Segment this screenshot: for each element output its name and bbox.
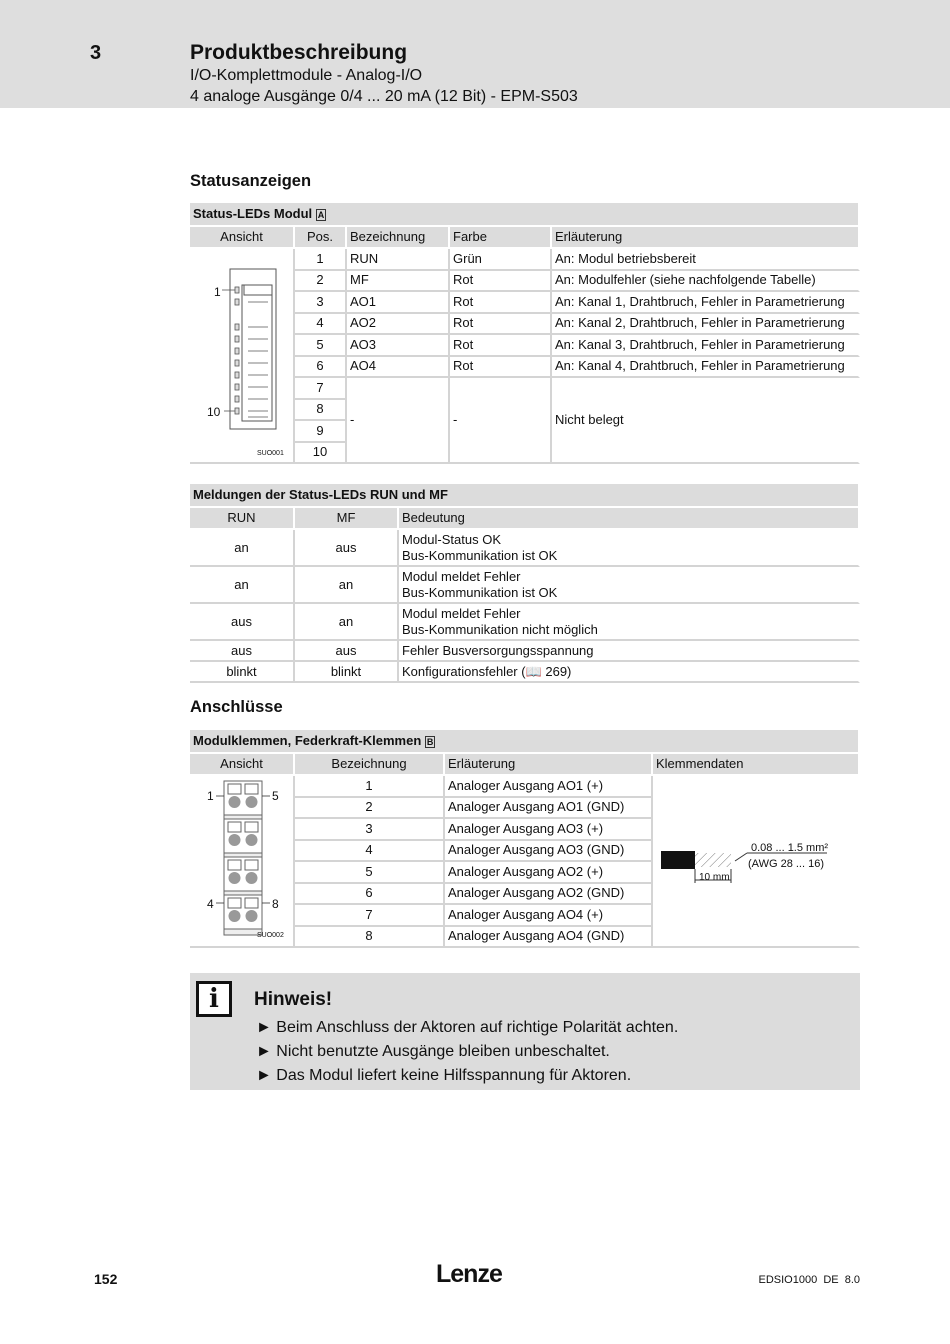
document-id: EDSIO1000 DE 8.0: [758, 1274, 860, 1286]
col-header: Ansicht: [190, 754, 295, 776]
figure-label: 1: [214, 285, 221, 299]
cell: 4: [295, 841, 445, 863]
cell: An: Kanal 2, Drahtbruch, Fehler in Parametrierung: [552, 314, 860, 336]
cell: An: Modulfehler (siehe nachfolgende Tabelle): [552, 271, 860, 293]
cell: Analoger Ausgang AO2 (GND): [445, 884, 653, 906]
terminal-table: [190, 730, 860, 948]
cell: Modul meldet Fehler Bus-Kommunikation nicht möglich: [399, 604, 860, 641]
cell: aus: [190, 604, 295, 641]
table-row: [190, 776, 860, 798]
cell: Modul meldet Fehler Bus-Kommunikation ist OK: [399, 567, 860, 604]
status-led-table: [190, 203, 860, 464]
table-caption: Meldungen der Status-LEDs RUN und MF: [190, 484, 860, 508]
cell: 2: [295, 798, 445, 820]
col-header: Ansicht: [190, 227, 295, 249]
cell: Rot: [450, 357, 552, 379]
cell: An: Kanal 4, Drahtbruch, Fehler in Parametrierung: [552, 357, 860, 379]
page-number: 152: [94, 1271, 118, 1287]
cell: aus: [190, 641, 295, 662]
led-module-figure: [190, 249, 295, 464]
cell: 7: [295, 378, 347, 400]
cell: an: [295, 567, 399, 604]
page-subtitle: I/O-Komplettmodule - Analog-I/O: [190, 67, 423, 84]
figure-id: SUO001: [257, 450, 284, 457]
cell: An: Kanal 3, Drahtbruch, Fehler in Parametrierung: [552, 335, 860, 357]
cell: 2: [295, 271, 347, 293]
cell: Analoger Ausgang AO2 (+): [445, 862, 653, 884]
figure-id: SUO002: [257, 932, 284, 939]
cell: An: Kanal 1, Drahtbruch, Fehler in Parametrierung: [552, 292, 860, 314]
cell: AO3: [347, 335, 450, 357]
lenze-logo: Lenze: [436, 1260, 502, 1288]
wire-cross-section: 0.08 ... 1.5 mm²: [751, 842, 829, 854]
cell: an: [190, 530, 295, 567]
table-caption: Modulklemmen, Federkraft-Klemmen B: [190, 730, 860, 754]
cell: 9: [295, 421, 347, 443]
led-module-drawing: [190, 249, 290, 459]
cell: 7: [295, 905, 445, 927]
cell: 3: [295, 819, 445, 841]
cell: an: [295, 604, 399, 641]
cell: AO4: [347, 357, 450, 379]
cell: Analoger Ausgang AO3 (GND): [445, 841, 653, 863]
figure-label: 10: [207, 405, 221, 419]
cell: Nicht belegt: [552, 378, 860, 464]
cell: AO1: [347, 292, 450, 314]
cell: 4: [295, 314, 347, 336]
cell: RUN: [347, 249, 450, 271]
table-row: [190, 662, 860, 683]
note-item: ► Das Modul liefert keine Hilfsspannung für Aktoren.: [256, 1067, 632, 1084]
section-heading-connections: Anschlüsse: [190, 698, 283, 716]
table-row: [190, 641, 860, 662]
col-header: Farbe: [450, 227, 552, 249]
col-header: RUN: [190, 508, 295, 530]
figure-label: 8: [272, 897, 279, 911]
page-subtitle-2: 4 analoge Ausgänge 0/4 ... 20 mA (12 Bit) - EPM-S503: [190, 88, 578, 105]
chapter-number: 3: [90, 42, 102, 64]
note-box: [190, 973, 860, 1090]
cell: Modul-Status OK Bus-Kommunikation ist OK: [399, 530, 860, 567]
cell: an: [190, 567, 295, 604]
table-row: [190, 604, 860, 641]
page-title: Produktbeschreibung: [190, 41, 408, 64]
col-header: Bezeichnung: [295, 754, 445, 776]
cell: -: [450, 378, 552, 464]
cell: aus: [295, 641, 399, 662]
table-row: [190, 530, 860, 567]
cell: aus: [295, 530, 399, 567]
cell: 3: [295, 292, 347, 314]
cell: Analoger Ausgang AO4 (+): [445, 905, 653, 927]
cell: -: [347, 378, 450, 464]
col-header: MF: [295, 508, 399, 530]
figure-label: 5: [272, 789, 279, 803]
cell: Rot: [450, 292, 552, 314]
cell: An: Modul betriebsbereit: [552, 249, 860, 271]
cell: Rot: [450, 314, 552, 336]
note-title: Hinweis!: [254, 989, 333, 1010]
table-row: [190, 567, 860, 604]
strip-length: 10 mm: [699, 872, 730, 883]
col-header: Pos.: [295, 227, 347, 249]
col-header: Bedeutung: [399, 508, 860, 530]
cell: 5: [295, 335, 347, 357]
cell: 8: [295, 927, 445, 949]
figure-label: 1: [207, 789, 214, 803]
col-header: Erläuterung: [445, 754, 653, 776]
figure-label: 4: [207, 897, 214, 911]
cell: Fehler Busversorgungsspannung: [399, 641, 860, 662]
run-mf-table: [190, 484, 860, 683]
cell: Rot: [450, 335, 552, 357]
cell: 8: [295, 400, 347, 422]
wire-spec-figure: [653, 776, 860, 948]
cell: Grün: [450, 249, 552, 271]
cell: Analoger Ausgang AO1 (GND): [445, 798, 653, 820]
cell: 10: [295, 443, 347, 465]
cell: blinkt: [190, 662, 295, 683]
wire-awg: (AWG 28 ... 16): [748, 858, 825, 870]
cell: Analoger Ausgang AO3 (+): [445, 819, 653, 841]
terminal-figure: [190, 776, 295, 948]
cell: MF: [347, 271, 450, 293]
note-item: ► Beim Anschluss der Aktoren auf richtige Polarität achten.: [256, 1019, 679, 1036]
cell: 1: [295, 776, 445, 798]
col-header: Klemmendaten: [653, 754, 860, 776]
cell: blinkt: [295, 662, 399, 683]
section-heading-status: Statusanzeigen: [190, 172, 312, 190]
table-row: [190, 249, 860, 271]
cell: 6: [295, 357, 347, 379]
info-icon: i: [196, 981, 232, 1017]
cell: AO2: [347, 314, 450, 336]
cell: Analoger Ausgang AO1 (+): [445, 776, 653, 798]
note-item: ► Nicht benutzte Ausgänge bleiben unbeschaltet.: [256, 1043, 610, 1060]
cell: 5: [295, 862, 445, 884]
table-caption: Status-LEDs Modul A: [190, 203, 860, 227]
col-header: Bezeichnung: [347, 227, 450, 249]
cell: Analoger Ausgang AO4 (GND): [445, 927, 653, 949]
cell: 6: [295, 884, 445, 906]
cell: 1: [295, 249, 347, 271]
col-header: Erläuterung: [552, 227, 860, 249]
cell: Rot: [450, 271, 552, 293]
cell: Konfigurationsfehler (📖 269): [399, 662, 860, 683]
